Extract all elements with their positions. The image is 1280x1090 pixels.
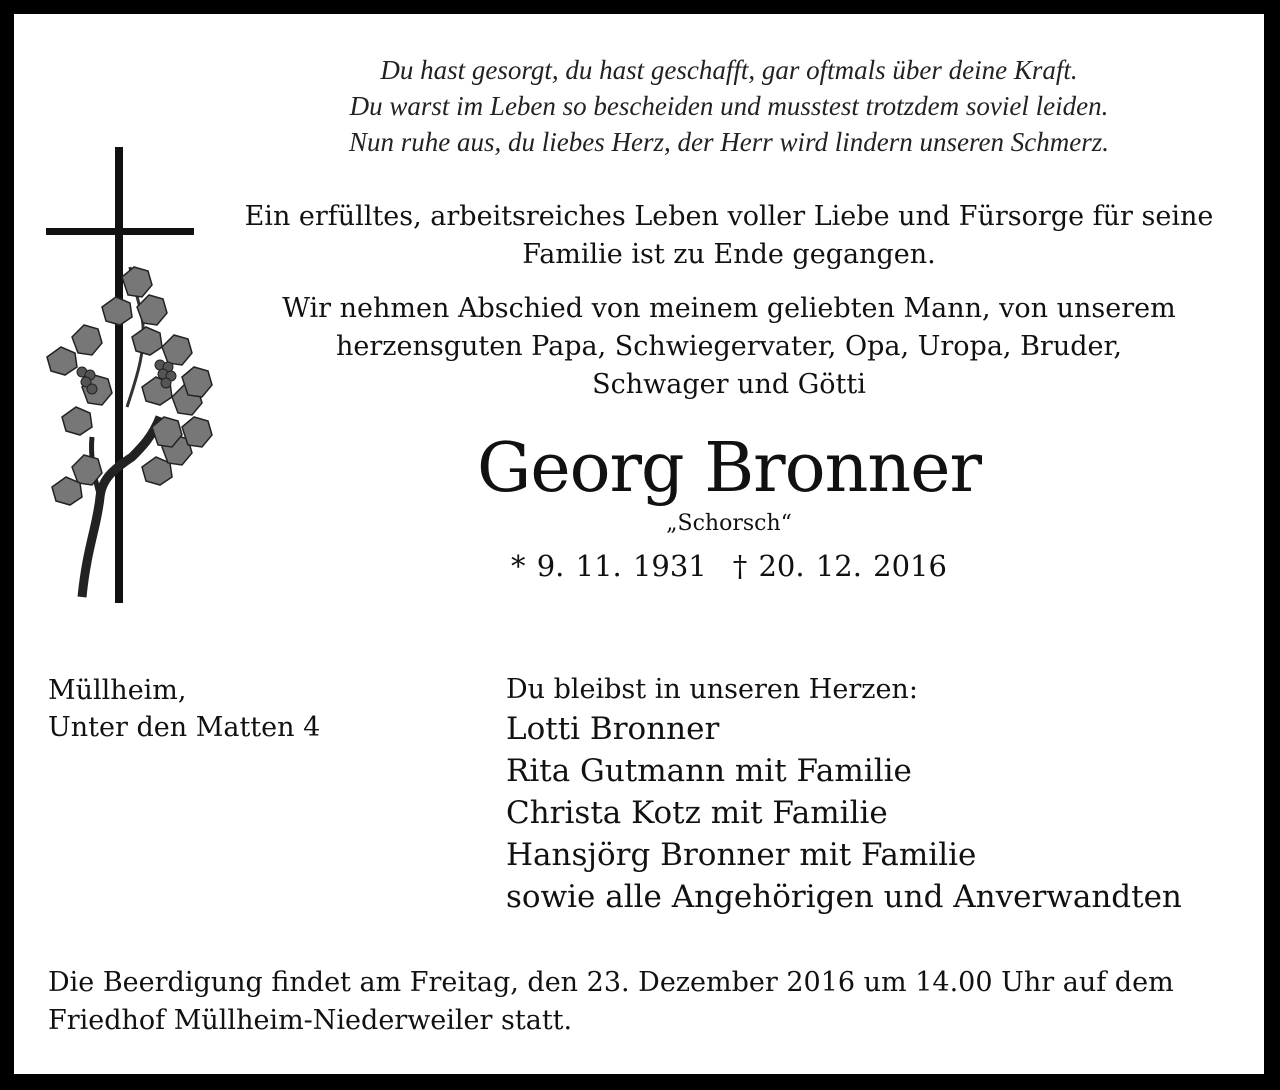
mourners-heading: Du bleibst in unseren Herzen: <box>506 674 918 705</box>
funeral-info <box>48 964 1228 1040</box>
farewell-line: Schwager und Götti <box>592 369 866 400</box>
cross-with-vine-icon <box>42 147 222 607</box>
birth-date: * 9. 11. 1931 <box>511 549 707 583</box>
life-dates <box>229 547 1229 585</box>
farewell-line: herzensguten Papa, Schwiegervater, Opa, Uropa, Bruder, <box>335 331 1123 362</box>
poem-line: Du warst im Leben so bescheiden und musstest trotzdem soviel leiden. <box>349 91 1109 121</box>
intro-line: Familie ist zu Ende gegangen. <box>522 239 936 270</box>
deceased-name: Georg Bronner <box>477 429 981 508</box>
mourner-name: Lotti Bronner <box>506 711 720 747</box>
funeral-line: Friedhof Müllheim-Niederweiler statt. <box>48 1005 573 1036</box>
mourners-list <box>506 708 1182 918</box>
mourner-name: sowie alle Angehörigen und Anverwandten <box>506 879 1182 915</box>
poem-line: Nun ruhe aus, du liebes Herz, der Herr wird lindern unseren Schmerz. <box>349 127 1109 157</box>
mourner-name: Christa Kotz mit Familie <box>506 795 888 831</box>
mourner-name: Hansjörg Bronner mit Familie <box>506 837 977 873</box>
death-date: † 20. 12. 2016 <box>732 549 947 583</box>
obituary-card <box>14 14 1264 1074</box>
poem <box>229 52 1229 160</box>
deceased-nickname: „Schorsch“ <box>666 511 792 536</box>
funeral-line: Die Beerdigung findet am Freitag, den 23. Dezember 2016 um 14.00 Uhr auf dem <box>48 967 1174 998</box>
poem-line: Du hast gesorgt, du hast geschafft, gar oftmals über deine Kraft. <box>380 55 1078 85</box>
address-line: Müllheim, <box>48 675 187 706</box>
address <box>48 672 320 746</box>
address-line: Unter den Matten 4 <box>48 712 321 743</box>
mourner-name: Rita Gutmann mit Familie <box>506 753 912 789</box>
intro-line: Ein erfülltes, arbeitsreiches Leben voller Liebe und Fürsorge für seine <box>244 201 1214 232</box>
farewell-line: Wir nehmen Abschied von meinem geliebten Mann, von unserem <box>282 293 1176 324</box>
farewell-text <box>229 290 1229 404</box>
mourners <box>506 672 1182 918</box>
intro-text <box>229 198 1229 274</box>
